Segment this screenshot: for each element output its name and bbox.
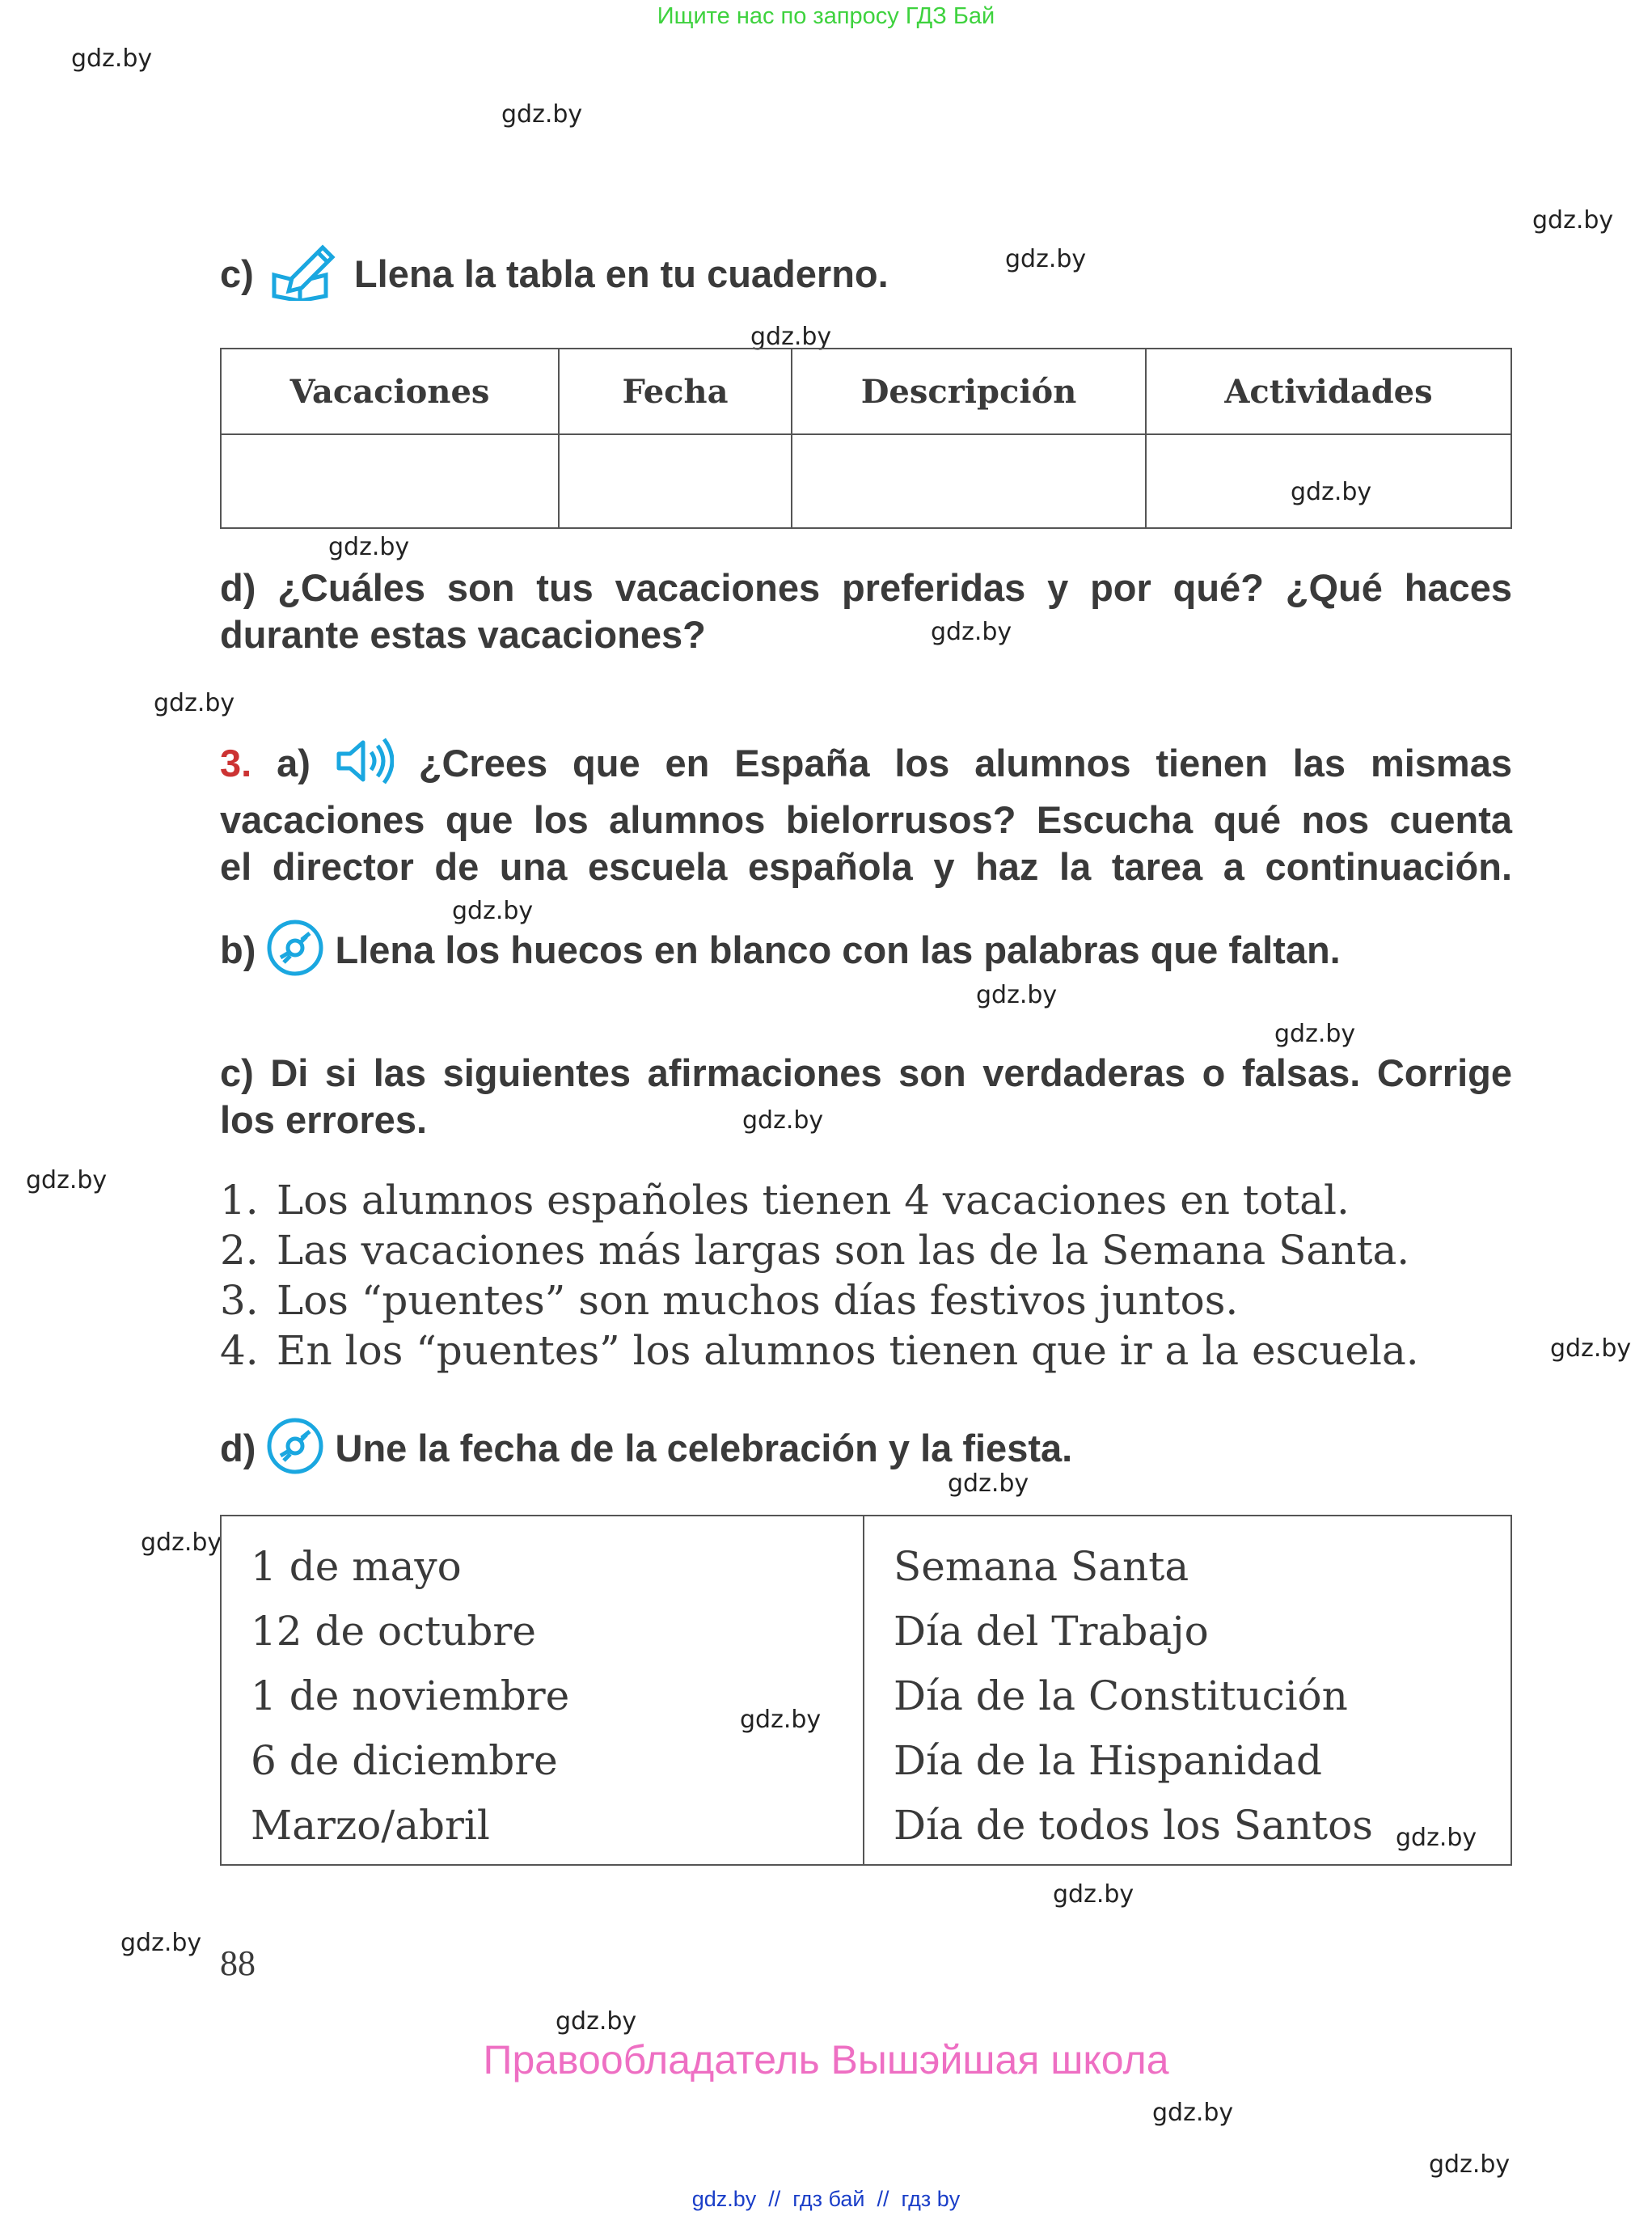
date-item: 12 de octubre [251, 1608, 536, 1655]
watermark: gdz.by [141, 1528, 222, 1557]
page-number: 88 [220, 1943, 256, 1983]
watermark: gdz.by [452, 897, 534, 925]
exercise-3b-letter: b) [220, 928, 256, 971]
exercise-3a [220, 736, 1512, 890]
watermark: gdz.by [1274, 1020, 1356, 1048]
table-row [221, 434, 1511, 528]
exercise-3a-line [220, 736, 1512, 797]
statement-number: 2. [220, 1227, 259, 1274]
exercise-3a-line: vacaciones que los alumnos bielorrusos? Escucha qué nos cuenta [220, 798, 1512, 841]
holiday-item: Día de la Hispanidad [894, 1737, 1323, 1784]
exercise-3a-letter: a) [277, 741, 311, 784]
watermark: gdz.by [1053, 1880, 1134, 1909]
watermark: gdz.by [931, 618, 1012, 646]
exercise-3d [220, 1417, 1072, 1486]
watermark: gdz.by [120, 1929, 202, 1957]
section-c-letter: c) [220, 252, 254, 295]
table-cell [221, 434, 559, 528]
watermark: gdz.by [742, 1106, 824, 1135]
exercise-3c-line: c) Di si las siguientes afirmaciones son verdaderas o falsas. Corrige [220, 1051, 1512, 1094]
table-cell [559, 434, 792, 528]
table-header: Vacaciones [221, 349, 559, 434]
statement-number: 4. [220, 1327, 259, 1374]
date-item: 1 de mayo [251, 1543, 462, 1590]
exercise-3d-text: Une la fecha de la celebración y la fiesta. [335, 1426, 1073, 1469]
watermark: gdz.by [740, 1706, 822, 1734]
watermark: gdz.by [556, 2007, 637, 2036]
watermark: gdz.by [1396, 1824, 1477, 1852]
matching-box [220, 1515, 1512, 1866]
watermark: gdz.by [1005, 245, 1087, 273]
holiday-item: Día de todos los Santos [894, 1802, 1373, 1849]
list-item [220, 1175, 1530, 1225]
disc-icon [266, 919, 324, 987]
holiday-item: Día del Trabajo [894, 1608, 1209, 1655]
notebook-pen-icon [269, 243, 337, 311]
watermark: gdz.by [1152, 2099, 1234, 2127]
watermark: gdz.by [328, 533, 410, 561]
list-item [220, 1275, 1530, 1326]
date-item: Marzo/abril [251, 1802, 490, 1849]
dates-column [222, 1516, 864, 1864]
watermark: gdz.by [501, 100, 583, 129]
vacation-table [220, 348, 1512, 529]
exercise-3a-line: el director de una escuela española y haz la tarea a continuación. [220, 845, 1512, 888]
statement-number: 1. [220, 1177, 259, 1224]
statement-list [220, 1175, 1530, 1376]
watermark: gdz.by [948, 1469, 1029, 1498]
statement-text: En los “puentes” los alumnos tienen que ir a la escuela. [277, 1327, 1419, 1374]
footer-links[interactable]: gdz.by // гдз бай // гдз by [691, 2187, 961, 2211]
exercise-3d-letter: d) [220, 1426, 256, 1469]
watermark: gdz.by [1550, 1334, 1632, 1363]
watermark: gdz.by [750, 323, 832, 351]
section-d-question [220, 564, 1512, 658]
section-c-text: Llena la tabla en tu cuaderno. [353, 252, 889, 295]
disc-icon [266, 1417, 324, 1486]
date-item: 6 de diciembre [251, 1737, 558, 1784]
section-d-line: d) ¿Cuáles son tus vacaciones preferidas y por qué? ¿Qué haces [220, 566, 1512, 609]
watermark: gdz.by [1532, 206, 1614, 235]
watermark: gdz.by [1291, 478, 1372, 506]
exercise-3c-line: los errores. [220, 1098, 428, 1141]
watermark: gdz.by [71, 44, 153, 73]
watermark: gdz.by [976, 981, 1058, 1009]
exercise-3c [220, 1050, 1512, 1144]
holidays-column [866, 1516, 1510, 1864]
watermark: gdz.by [1429, 2150, 1510, 2179]
exercise-3b [220, 919, 1341, 987]
top-banner: Ищите нас по запросу ГДЗ Бай [657, 3, 995, 29]
statement-number: 3. [220, 1277, 259, 1324]
holiday-item: Semana Santa [894, 1543, 1189, 1590]
section-d-line: durante estas vacaciones? [220, 613, 706, 656]
section-c-heading [220, 243, 889, 311]
watermark: gdz.by [154, 689, 235, 717]
table-header: Descripción [792, 349, 1146, 434]
table-header: Fecha [559, 349, 792, 434]
statement-text: Los alumnos españoles tienen 4 vacaciones en total. [277, 1177, 1350, 1224]
date-item: 1 de noviembre [251, 1672, 570, 1719]
exercise-3a-text: ¿Crees que en España los alumnos tienen las mismas [418, 741, 1512, 784]
copyright-holder: Правообладатель Вышэйшая школа [483, 2037, 1169, 2082]
table-cell [1146, 434, 1511, 528]
watermark: gdz.by [26, 1166, 108, 1194]
statement-text: Los “puentes” son muchos días festivos juntos. [277, 1277, 1239, 1324]
statement-text: Las vacaciones más largas son las de la Semana Santa. [277, 1227, 1410, 1274]
exercise-3b-text: Llena los huecos en blanco con las palabras que faltan. [335, 928, 1341, 971]
speaker-icon [336, 736, 394, 797]
table-cell [792, 434, 1146, 528]
exercise-number: 3. [220, 741, 252, 784]
list-item [220, 1326, 1530, 1376]
holiday-item: Día de la Constitución [894, 1672, 1348, 1719]
table-header-row [221, 349, 1511, 434]
list-item [220, 1225, 1530, 1275]
table-header: Actividades [1146, 349, 1511, 434]
